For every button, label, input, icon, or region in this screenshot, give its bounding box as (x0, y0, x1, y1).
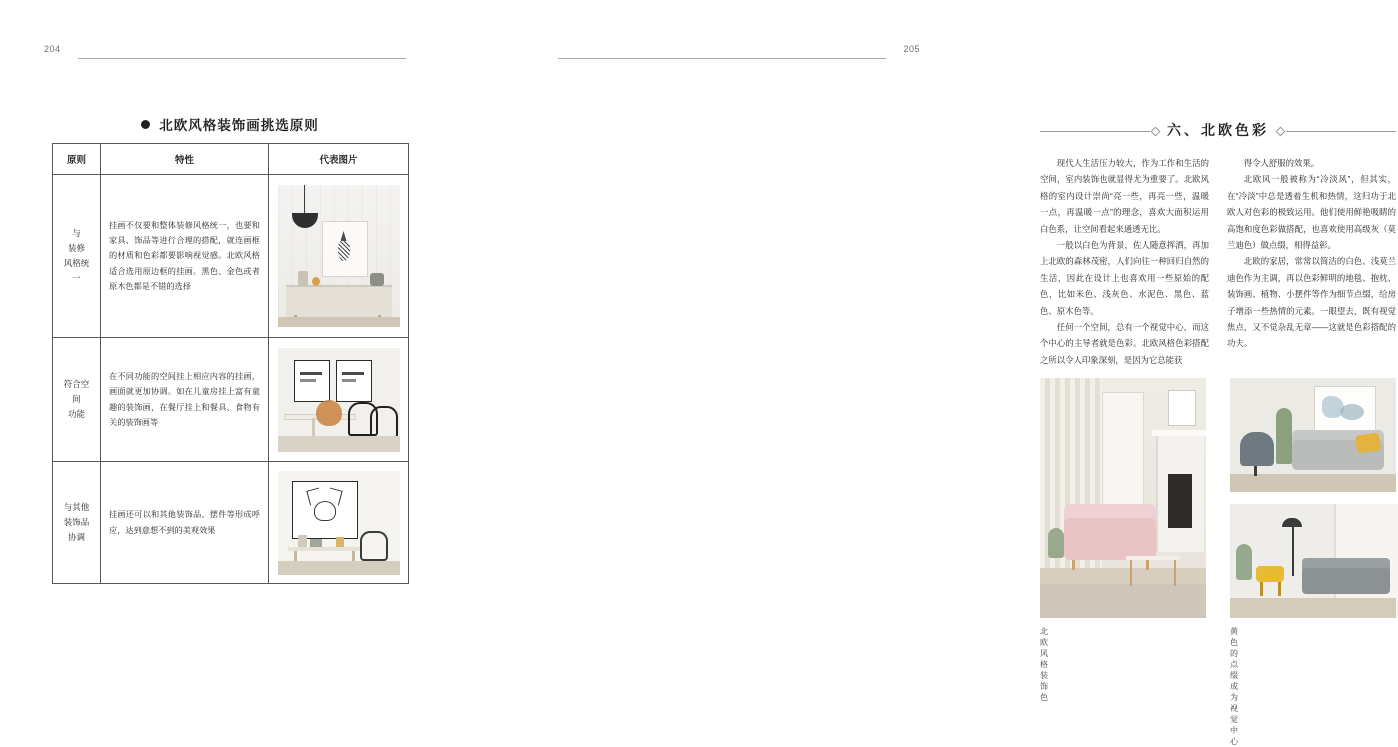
cell-image (269, 175, 409, 338)
body-columns (1040, 155, 1396, 368)
paragraph: 任何一个空间，总有一个视觉中心，而这个中心的主导者就是色彩。北欧风格色彩搭配之所以令人印象深刻，是因为它总能获 (1040, 321, 1209, 365)
section-heading-text: 北欧风格装饰画挑选原则 (159, 118, 319, 133)
header-rule-left (78, 58, 406, 59)
figure-caption-left: 北欧风格装饰色 (1040, 627, 1048, 702)
chapter-heading-text: 六、北欧色彩 (1167, 122, 1269, 138)
paragraph: 北欧的家居，常常以简洁的白色、浅莫兰迪色作为主调，再以色彩鲜明的地毯、抱枕、装饰画、植物、小摆件等作为细节点缀，给房子增添一些热情的元素。一眼望去，既有视觉焦点，又不觉杂乱无章——这就是色彩搭配的功夫。 (1227, 256, 1396, 349)
paragraph: 现代人生活压力较大，作为工作和生活的空间，室内装饰也就显得尤为重要了。北欧风格的室内设计崇尚“亮一些，再亮一些，温暖一点，再温暖一点”的理念，喜欢大面积运用白色系，让空间看起来通透无比。 (1040, 158, 1209, 234)
bullet-icon (141, 120, 150, 129)
body-column-1 (1040, 155, 1209, 368)
paragraph: 北欧风一般被称为“冷淡风”，但其实，在“冷淡”中总是透着生机和热情，这归功于北欧人对色彩的极致运用。他们使用鲜艳吸睛的高饱和度色彩做搭配，也喜欢使用高级灰（莫兰迪色）做点缀，相得益彰。 (1227, 174, 1396, 250)
thumbnail-dining-room-art (278, 348, 400, 452)
principles-table (52, 143, 409, 584)
page-number-right: 205 (903, 44, 920, 54)
table-header-row (53, 144, 409, 175)
cell-image (269, 338, 409, 462)
cell-feature: 挂画还可以和其他装饰品、摆件等形成呼应，达到意想不到的美观效果 (101, 462, 269, 584)
right-page (482, 0, 1396, 746)
figure-grey-sofa-artwork (1230, 378, 1396, 492)
cell-principle: 与其他 装饰品 协调 (53, 462, 101, 584)
table-row (53, 175, 409, 338)
table-header-image: 代表图片 (269, 144, 409, 175)
left-page (0, 0, 482, 680)
cell-principle: 与 装修 风格统一 (53, 175, 101, 338)
chapter-heading (1040, 120, 1396, 140)
table-row (53, 462, 409, 584)
body-column-2 (1227, 155, 1396, 368)
thumbnail-deer-poster-desk (278, 471, 400, 575)
diamond-icon-left (1151, 127, 1161, 137)
cell-feature: 挂画不仅要和整体装修风格统一，也要和家具、饰品等进行合理的搭配，就连画框的材质和色彩都要影响视觉感。北欧风格适合选用原边框的挂画。黑色、金色或者原木色都是不错的选择 (101, 175, 269, 338)
heading-rule-left (1040, 131, 1150, 132)
thumbnail-nordic-wall-art (278, 185, 400, 327)
page-number-left: 204 (44, 44, 61, 54)
section-heading-left (52, 114, 408, 134)
heading-rule-right (1286, 131, 1396, 132)
diamond-icon-right (1276, 127, 1286, 137)
cell-image (269, 462, 409, 584)
cell-feature: 在不同功能的空间挂上相应内容的挂画，画面就更加协调。如在儿童房挂上富有童趣的装饰画，在餐厅挂上和餐具、食物有关的装饰画等 (101, 338, 269, 462)
figure-living-room-large (1040, 378, 1206, 618)
table-header-principle: 原则 (53, 144, 101, 175)
figure-caption-right: 黄色的点缀成为视觉中心 (1230, 627, 1238, 746)
cell-principle: 符合空间 功能 (53, 338, 101, 462)
paragraph: 得令人舒服的效果。 (1243, 158, 1320, 168)
table-row (53, 338, 409, 462)
paragraph: 一般以白色为背景，佐人随意挥洒，再加上北欧的森林茂密，人们向往一种回归自然的生活，因此在设计上也喜欢用一些原始的配色，比如米色、浅灰色、水泥色、黑色、蓝色、原木色等。 (1040, 239, 1209, 316)
header-rule-right (558, 58, 886, 59)
table-header-feature: 特性 (101, 144, 269, 175)
figure-yellow-stool-accent (1230, 504, 1396, 618)
